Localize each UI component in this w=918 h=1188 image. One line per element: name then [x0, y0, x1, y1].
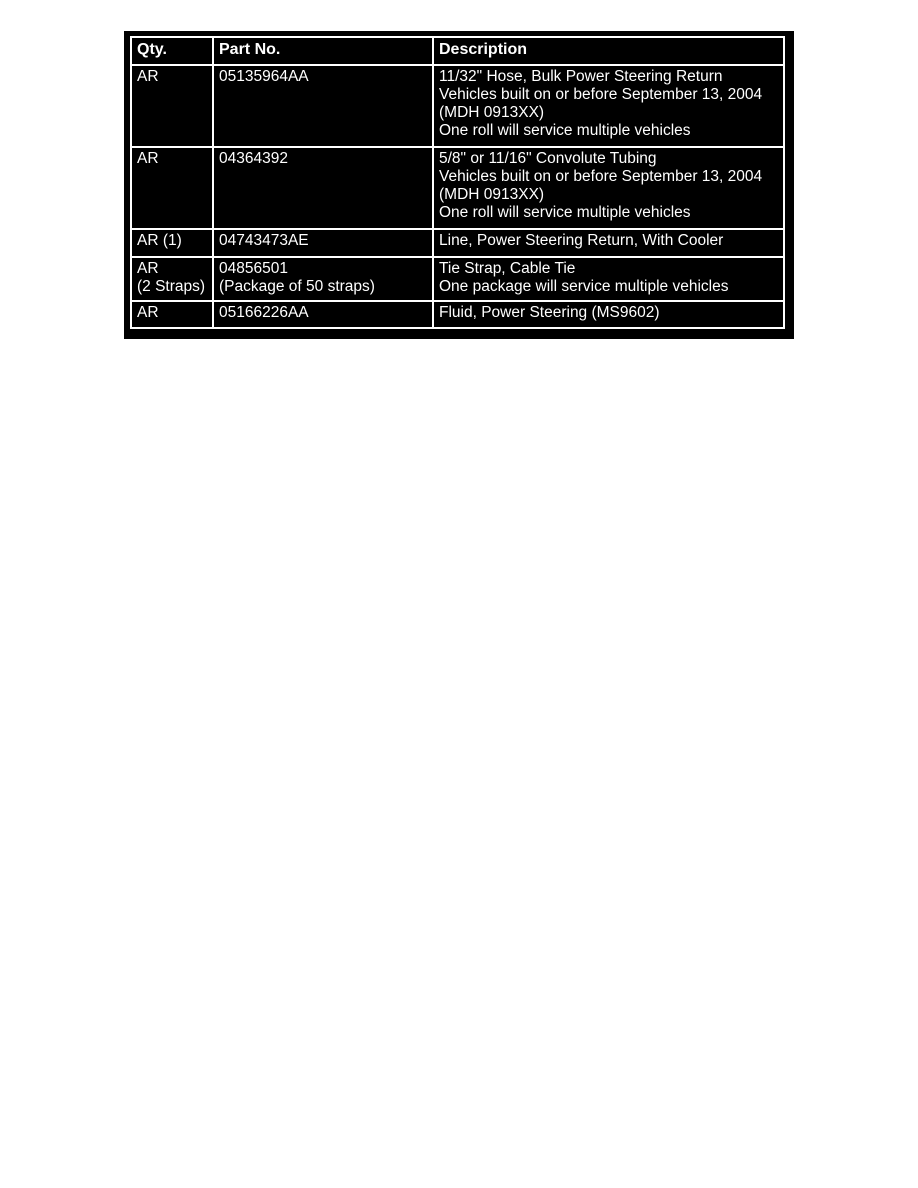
header-qty: Qty.: [131, 37, 213, 65]
table-row: [131, 65, 784, 147]
description-cell: [433, 229, 784, 257]
description-cell: [433, 257, 784, 301]
header-part-no: Part No.: [213, 37, 433, 65]
part-no-line: 04856501: [219, 260, 288, 277]
qty-cell: [131, 257, 213, 301]
description-line: Tie Strap, Cable Tie: [439, 260, 576, 277]
table-row: [131, 147, 784, 229]
description-line: Line, Power Steering Return, With Cooler: [439, 232, 724, 249]
qty-cell: [131, 65, 213, 147]
part-no-cell: [213, 257, 433, 301]
description-line: Fluid, Power Steering (MS9602): [439, 304, 660, 321]
part-no-line: 05135964AA: [219, 68, 309, 85]
qty-cell: [131, 229, 213, 257]
qty-line: AR: [137, 150, 159, 167]
description-line: Vehicles built on or before September 13, 2004: [439, 86, 763, 103]
qty-line: (2 Straps): [137, 278, 206, 295]
header-description: Description: [433, 37, 784, 65]
part-no-cell: [213, 65, 433, 147]
parts-table-container: [124, 31, 794, 339]
description-line: 11/32" Hose, Bulk Power Steering Return: [439, 68, 723, 85]
description-line: One roll will service multiple vehicles: [439, 204, 691, 221]
qty-cell: [131, 147, 213, 229]
table-row: [131, 229, 784, 257]
table-header-row: [131, 37, 784, 65]
qty-line: AR: [137, 304, 159, 321]
part-no-line: (Package of 50 straps): [219, 278, 375, 295]
part-no-cell: [213, 301, 433, 328]
qty-line: AR: [137, 68, 159, 85]
part-no-cell: [213, 147, 433, 229]
description-cell: [433, 147, 784, 229]
qty-cell: [131, 301, 213, 328]
part-no-line: 05166226AA: [219, 304, 309, 321]
description-line: (MDH 0913XX): [439, 104, 545, 121]
part-no-line: 04364392: [219, 150, 288, 167]
qty-line: AR (1): [137, 232, 182, 249]
table-row: [131, 257, 784, 301]
description-line: 5/8" or 11/16" Convolute Tubing: [439, 150, 657, 167]
parts-table: [130, 36, 785, 329]
description-line: One roll will service multiple vehicles: [439, 122, 691, 139]
part-no-cell: [213, 229, 433, 257]
description-cell: [433, 301, 784, 328]
description-cell: [433, 65, 784, 147]
description-line: Vehicles built on or before September 13, 2004: [439, 168, 763, 185]
part-no-line: 04743473AE: [219, 232, 309, 249]
description-line: (MDH 0913XX): [439, 186, 545, 203]
table-row: [131, 301, 784, 328]
description-line: One package will service multiple vehicles: [439, 278, 729, 295]
qty-line: AR: [137, 260, 159, 277]
